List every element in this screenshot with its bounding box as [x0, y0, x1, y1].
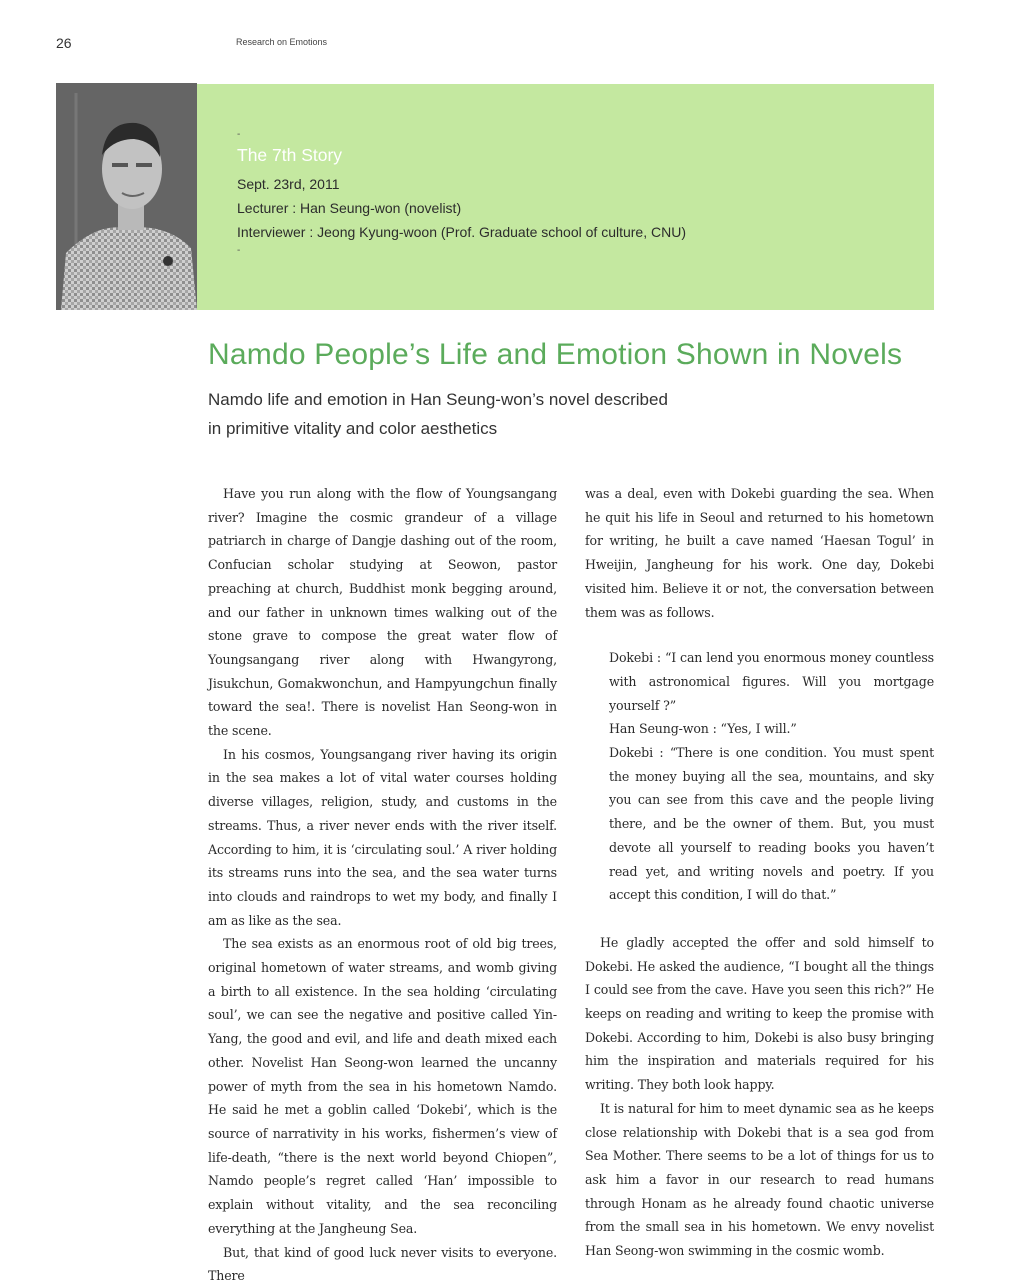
body-paragraph: But, that kind of good luck never visits to everyone. There [208, 1244, 557, 1284]
running-header: Research on Emotions [236, 37, 328, 47]
interviewer-line: Interviewer : Jeong Kyung-woon (Prof. Graduate school of culture, CNU) [237, 224, 686, 240]
article-subtitle [208, 385, 768, 443]
lecturer-photo [56, 83, 197, 310]
subtitle-line-1: Namdo life and emotion in Han Seung-won’s novel described [208, 390, 668, 409]
dialogue-block [585, 646, 934, 907]
body-paragraph: The sea exists as an enormous root of old big trees, original hometown of water streams, and womb giving a birth to all existence. In the sea holding ‘circulating soul’, we can see the negative and positive called Yin-Yang, the good and evil, and life and death mixed each other. Novelist Han Seong-won learned the uncanny power of myth from the sea in his hometown Namdo. He said he met a goblin called ‘Dokebi’, which is the source of narrativity in his works, fishermen’s view of life-death, “there is the next world beyond Chiopen”, Namdo people’s regret called ‘Han’ impossible to explain without vitality, and the sea reconciling everything at the Jangheung Sea. [208, 936, 557, 1236]
right-column [585, 482, 934, 1263]
story-banner [197, 84, 934, 310]
banner-dash-top: - [237, 129, 241, 140]
dialogue-line: Han Seung-won : “Yes, I will.” [609, 721, 797, 737]
banner-dash-bottom: - [237, 245, 241, 256]
body-paragraph-continued: was a deal, even with Dokebi guarding the sea. When he quit his life in Seoul and returned to his hometown for writing, he built a cave named ‘Haesan Togul’ in Hweijin, Jangheung for his work. One day, Dokebi visited him. Believe it or not, the conversation between them was as follows. [585, 486, 934, 620]
page-number: 26 [56, 35, 72, 51]
lecture-date: Sept. 23rd, 2011 [237, 176, 340, 192]
subtitle-line-2: in primitive vitality and color aesthetics [208, 419, 498, 438]
body-paragraph: In his cosmos, Youngsangang river having its origin in the sea makes a lot of vital water courses holding diverse villages, religion, study, and customs in the streams. Thus, a river never ends with the river itself. According to him, it is ‘circulating soul.’ A river holding its streams runs into the sea, and the sea water turns into clouds and raindrops to wet my body, and finally I am as like as the sea. [208, 746, 557, 928]
dialogue-line: Dokebi : “There is one condition. You must spent the money buying all the sea, mountains, and sky you can see from this cave and the people living there, and be the owner of them. But, you must devote all yourself to reading books you haven’t read yet, and writing novels and poetry. If you accept this condition, I will do that.” [609, 745, 934, 903]
body-paragraph: He gladly accepted the offer and sold himself to Dokebi. He asked the audience, “I bought all the things I could see from the cave. Have you seen this rich?” He keeps on reading and writing to keep the promise with Dokebi. According to him, Dokebi is also busy bringing him the inspiration and materials required for his writing. They both look happy. [585, 934, 934, 1093]
article-title: Namdo People’s Life and Emotion Shown in Novels [208, 338, 903, 371]
body-paragraph: Have you run along with the flow of Youngsangang river? Imagine the cosmic grandeur of a village patriarch in charge of Dangje dashing out of the room, Confucian scholar studying at Seowon, pastor preaching at church, Buddhist monk begging around, and our father in unknown times walking out of the stone grave to compose the great water flow of Youngsangang river along with Hwangyrong, Jisukchun, Gomakwonchun, and Hampyungchun finally toward the sea!. There is novelist Han Seong-won in the scene. [208, 486, 557, 739]
left-column [208, 482, 557, 1288]
body-paragraph: It is natural for him to meet dynamic sea as he keeps close relationship with Dokebi that is a sea god from Sea Mother. There seems to be a lot of things for us to ask him a favor in our research to read humans through Honam as he already found chaotic universe from the small sea in his hometown. We envy novelist Han Seong-won swimming in the cosmic womb. [585, 1100, 934, 1259]
dialogue-line: Dokebi : “I can lend you enormous money countless with astronomical figures. Will you mortgage yourself ?” [609, 650, 934, 713]
lecturer-line: Lecturer : Han Seung-won (novelist) [237, 200, 462, 216]
story-title: The 7th Story [237, 145, 343, 165]
lecturer-photo-illustration [56, 83, 197, 310]
story-info [237, 128, 686, 258]
